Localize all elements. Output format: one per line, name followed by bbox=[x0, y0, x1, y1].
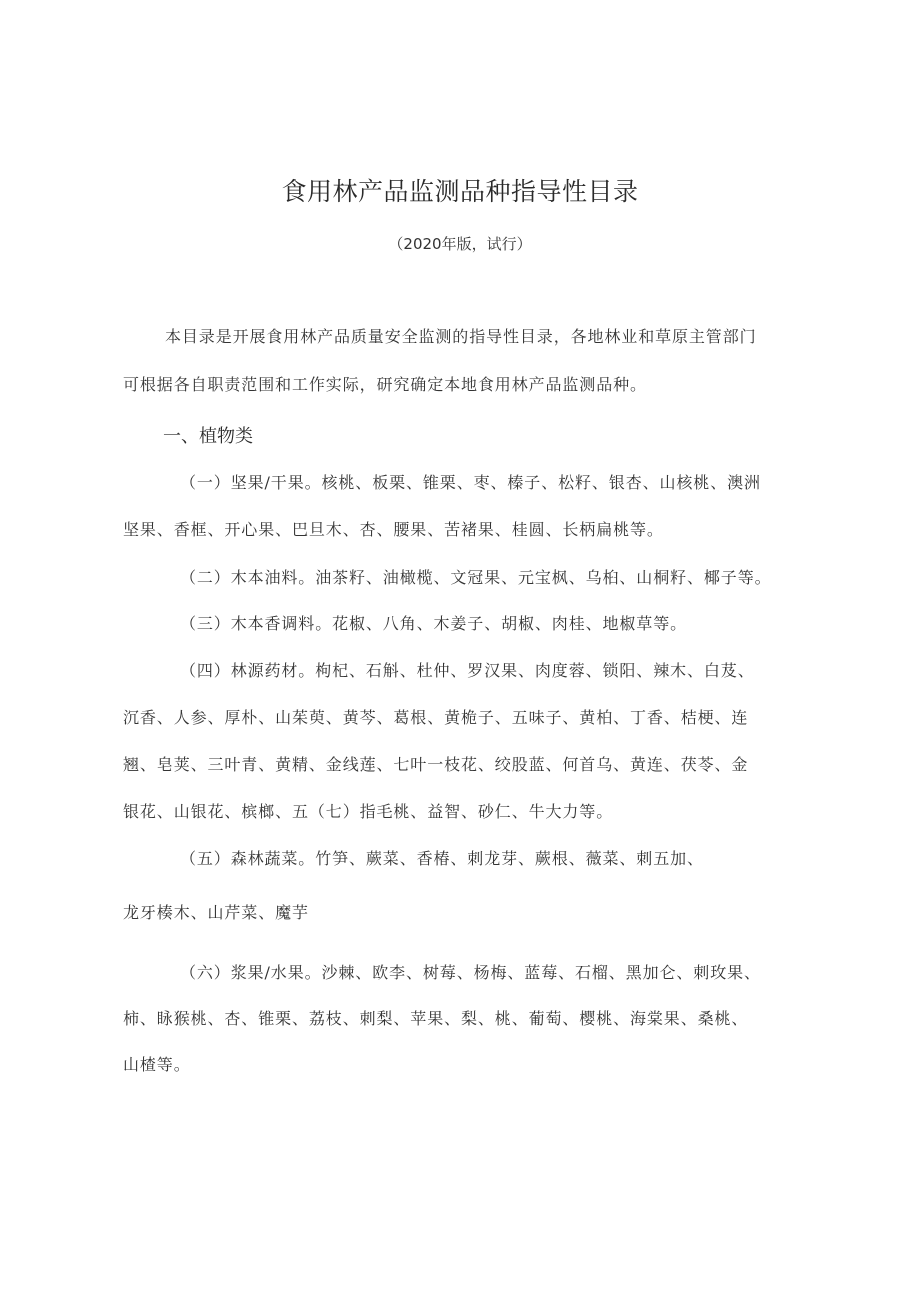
item-4-line-3: 翘、皂荚、三叶青、黄精、金线莲、七叶一枝花、绞股蓝、何首乌、黄连、茯苓、金 bbox=[123, 755, 749, 774]
item-6-line-3: 山楂等。 bbox=[123, 1055, 191, 1074]
item-4-line-1: （四）林源药材。枸杞、石斛、杜仲、罗汉果、肉度蓉、锁阳、辣木、白芨、 bbox=[180, 661, 755, 680]
item-6-line-2: 柿、眿猴桃、杏、锥栗、荔枝、刺梨、苹果、梨、桃、葡萄、樱桃、海棠果、桑桃、 bbox=[123, 1009, 749, 1028]
intro-line-2: 可根据各自职责范围和工作实际，研究确定本地食用林产品监测品种。 bbox=[123, 375, 647, 394]
item-4-line-4: 银花、山银花、槟榔、五（七）指毛桃、益智、砂仁、牛大力等。 bbox=[123, 802, 614, 821]
document-title: 食用林产品监测品种指导性目录 bbox=[281, 177, 639, 206]
item-3-line-1: （三）木本香调料。花椒、八角、木姜子、胡椒、肉桂、地椒草等。 bbox=[180, 614, 688, 633]
item-5-line-1: （五）森林蔬菜。竹笋、蕨菜、香椿、刺龙芽、蕨根、薇菜、刺五加、 bbox=[180, 849, 704, 868]
item-6-line-1: （六）浆果/水果。沙棘、欧李、树莓、杨梅、蓝莓、石榴、黑加仑、刺玫果、 bbox=[180, 963, 761, 982]
item-1-line-2: 坚果、香框、开心果、巴旦木、杏、腰果、苦褚果、桂圆、长柄扁桃等。 bbox=[123, 520, 664, 539]
item-1-line-1: （一）坚果/干果。核桃、板栗、锥栗、枣、榛子、松籽、银杏、山核桃、澳洲 bbox=[180, 473, 761, 492]
item-5-line-2: 龙牙楱木、山芹菜、魔芋 bbox=[123, 903, 309, 922]
section-heading: 一、植物类 bbox=[163, 426, 253, 447]
intro-line-1: 本目录是开展食用林产品质量安全监测的指导性目录，各地林业和草原主管部门 bbox=[165, 327, 757, 346]
item-4-line-2: 沉香、人参、厚朴、山茱萸、黄芩、葛根、黄桅子、五味子、黄柏、丁香、桔梗、连 bbox=[123, 708, 749, 727]
item-2-line-1: （二）木本油料。油茶籽、油橄榄、文冠果、元宝枫、乌桕、山桐籽、椰子等。 bbox=[180, 568, 772, 587]
document-subtitle: （2020年版，试行） bbox=[388, 235, 532, 253]
